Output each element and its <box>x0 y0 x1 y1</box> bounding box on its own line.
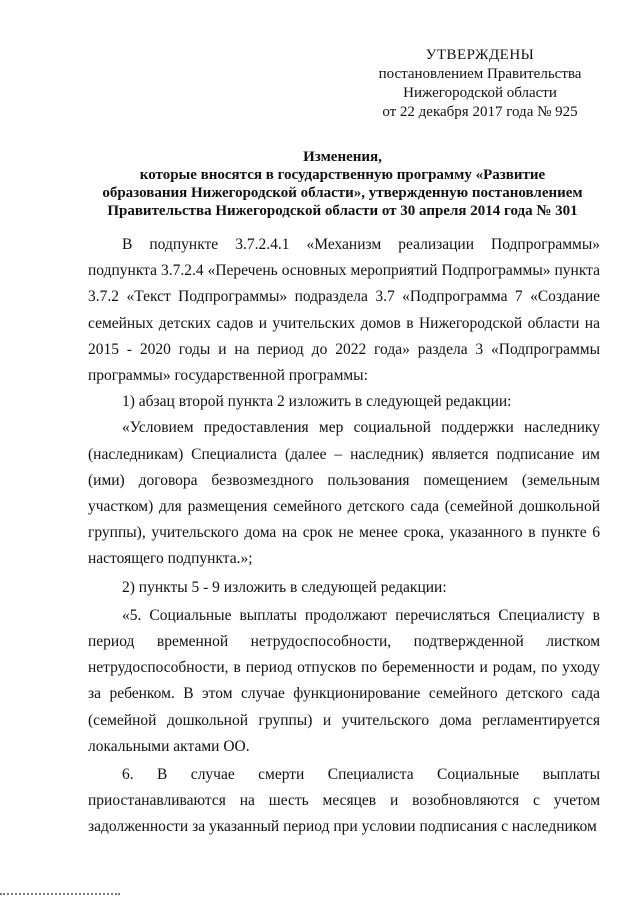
title-line-2: которые вносятся в государственную программу «Развитие <box>139 167 546 183</box>
title-line-1: Изменения, <box>303 149 382 165</box>
document-title <box>70 148 615 220</box>
approval-line-2: Нижегородской области <box>403 85 557 101</box>
approval-stamp <box>360 46 600 122</box>
paragraph-point-5: «5. Социальные выплаты продолжают перечисляться Специалисту в период временной нетрудоспособности, подтвержденной листком нетрудоспособности, в период отпусков по беременности и родам, по уходу за ребенком. В этом случае функционирование семейного детского сада (семейной дошкольной группы) и учительского дома регламентируется локальными актами ОО. <box>88 606 600 755</box>
title-line-4: Правительства Нижегородской области от 30 апреля 2014 года № 301 <box>107 203 578 219</box>
title-line-3: образования Нижегородской области», утвержденную постановлением <box>102 185 583 201</box>
paragraph-quote-condition: «Условием предоставления мер социальной поддержки наследнику (наследникам) Специалиста (далее – наследник) является подписание им (ими) договора безвозмездного пользования помещением (земельным участком) для размещения семейного детского сада (семейной дошкольной группы), учительского дома на срок не менее срока, указанного в пункте 6 настоящего подпункта.»; <box>88 419 600 568</box>
scan-edge-mark <box>0 893 120 901</box>
paragraph-intro: В подпункте 3.7.2.4.1 «Механизм реализации Подпрограммы» подпункта 3.7.2.4 «Перечень основных мероприятий Подпрограммы» пункта 3.7.2 «Текст Подпрограммы» подраздела 3.7 «Подпрограмма 7 «Создание семейных детских садов и учительских домов в Нижегородской области на 2015 - 2020 годы и на период до 2022 года» раздела 3 «Подпрограммы программы» государственной программы: <box>88 236 600 385</box>
approval-line-1: постановлением Правительства <box>378 66 582 82</box>
document-body <box>88 232 600 841</box>
paragraph-point-6: 6. В случае смерти Специалиста Социальные выплаты приостанавливаются на шесть месяцев и возобновляются с учетом задолженности за указанный период при условии подписания с наследником <box>88 766 600 836</box>
approval-line-3: от 22 декабря 2017 года № 925 <box>382 104 578 120</box>
paragraph-item-1: 1) абзац второй пункта 2 изложить в следующей редакции: <box>122 393 512 411</box>
paragraph-item-2: 2) пункты 5 - 9 изложить в следующей редакции: <box>122 578 447 596</box>
approval-heading: УТВЕРЖДЕНЫ <box>425 47 535 63</box>
